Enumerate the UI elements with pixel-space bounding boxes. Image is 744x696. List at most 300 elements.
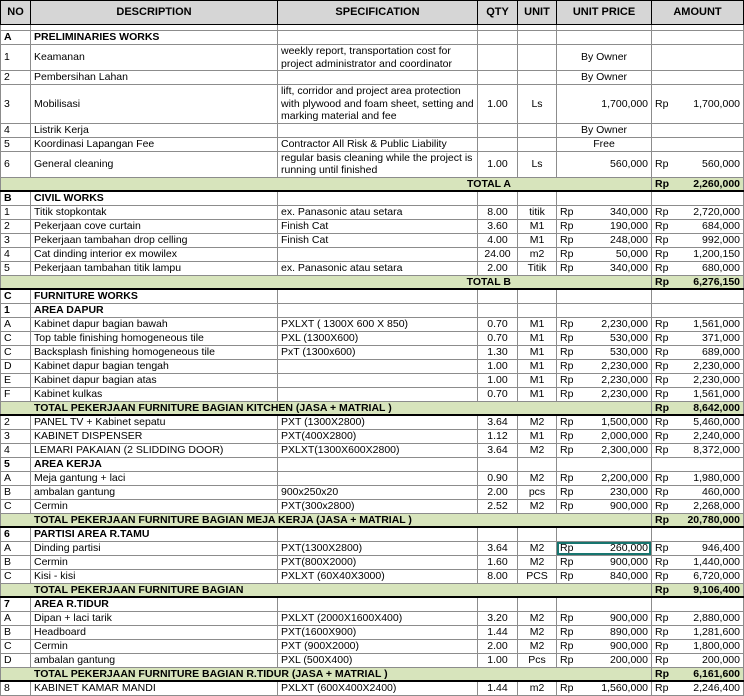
cell-description[interactable]: Pekerjaan tambahan drop celling — [31, 233, 278, 247]
cell-specification[interactable]: PXT(800X2000) — [278, 555, 478, 569]
cell-amount[interactable] — [652, 191, 744, 205]
cell-unit-price[interactable] — [557, 443, 652, 457]
cell-specification[interactable] — [278, 527, 478, 541]
cell-unit-price[interactable] — [557, 233, 652, 247]
cell-unit[interactable]: M2 — [518, 415, 557, 429]
cell-unit[interactable]: m2 — [518, 681, 557, 695]
cell-amount[interactable] — [652, 485, 744, 499]
cell-qty[interactable]: 3.64 — [478, 541, 518, 555]
cell-no[interactable]: 6 — [1, 151, 31, 177]
cell-amount[interactable] — [652, 457, 744, 471]
currency-label: Rp — [655, 555, 669, 568]
cell-description[interactable]: Listrik Kerja — [31, 123, 278, 137]
cell-unit[interactable]: M1 — [518, 387, 557, 401]
cell-no[interactable]: 4 — [1, 123, 31, 137]
cell-unit-price[interactable] — [557, 625, 652, 639]
cell-description[interactable]: Pekerjaan cove curtain — [31, 219, 278, 233]
cell-description[interactable]: Cat dinding interior ex mowilex — [31, 247, 278, 261]
cell-unit-price[interactable] — [557, 31, 652, 45]
cell-unit-price[interactable] — [557, 387, 652, 401]
cell-specification[interactable]: Finish Cat — [278, 219, 478, 233]
column-header-unit[interactable]: UNIT — [518, 1, 557, 25]
cell-unit-price[interactable] — [557, 527, 652, 541]
total-label[interactable]: TOTAL B — [1, 275, 652, 289]
total-label[interactable]: TOTAL A — [1, 177, 652, 191]
cell-no[interactable]: 5 — [1, 261, 31, 275]
cell-qty[interactable] — [478, 457, 518, 471]
cell-specification[interactable]: PXT(400X2800) — [278, 429, 478, 443]
cell-no[interactable]: 6 — [1, 527, 31, 541]
cell-specification[interactable]: PXLXT (600X400X2400) — [278, 681, 478, 695]
cell-specification[interactable]: PXT(1600X900) — [278, 625, 478, 639]
cell-unit[interactable]: Ls — [518, 85, 557, 124]
cell-amount[interactable] — [652, 233, 744, 247]
cell-description[interactable]: Cermin — [31, 639, 278, 653]
cell-qty[interactable]: 2.52 — [478, 499, 518, 513]
cell-unit-price[interactable] — [557, 247, 652, 261]
cell-no[interactable]: 1 — [1, 205, 31, 219]
cell-description[interactable]: Mobilisasi — [31, 85, 278, 124]
cell-unit-price[interactable] — [557, 569, 652, 583]
cell-amount[interactable] — [652, 289, 744, 303]
cell-specification[interactable]: PXT (1300X2800) — [278, 415, 478, 429]
column-header-amount[interactable]: AMOUNT — [652, 1, 744, 25]
cell-specification[interactable]: PXLXT ( 1300X 600 X 850) — [278, 317, 478, 331]
cell-specification[interactable]: 900x250x20 — [278, 485, 478, 499]
cell-unit[interactable]: PCS — [518, 569, 557, 583]
cell-qty[interactable]: 3.64 — [478, 443, 518, 457]
cell-amount[interactable] — [652, 331, 744, 345]
cell-description[interactable]: KABINET DISPENSER — [31, 429, 278, 443]
cell-unit-price[interactable] — [557, 205, 652, 219]
cell-amount[interactable] — [652, 205, 744, 219]
currency-label: Rp — [560, 471, 574, 484]
cell-specification[interactable] — [278, 191, 478, 205]
cell-amount[interactable] — [652, 85, 744, 124]
cell-unit-price[interactable]: By Owner — [557, 123, 652, 137]
cell-description[interactable]: PANEL TV + Kabinet sepatu — [31, 415, 278, 429]
cell-unit[interactable]: M1 — [518, 373, 557, 387]
cell-qty[interactable]: 1.44 — [478, 681, 518, 695]
cell-amount[interactable] — [652, 261, 744, 275]
cell-qty[interactable]: 3.20 — [478, 611, 518, 625]
cell-unit-price-selected[interactable] — [557, 541, 652, 555]
cell-specification[interactable]: PXT(300x2800) — [278, 499, 478, 513]
cell-qty[interactable]: 1.30 — [478, 345, 518, 359]
cell-qty[interactable]: 0.90 — [478, 471, 518, 485]
money-value: 230,000 — [610, 485, 648, 498]
cell-description[interactable]: Titik stopkontak — [31, 205, 278, 219]
cell-amount[interactable] — [652, 513, 744, 527]
cell-amount[interactable] — [652, 219, 744, 233]
cell-specification[interactable] — [278, 597, 478, 611]
cell-qty[interactable]: 4.00 — [478, 233, 518, 247]
cell-qty[interactable] — [478, 71, 518, 85]
cell-specification[interactable] — [278, 247, 478, 261]
cell-unit-price[interactable] — [557, 639, 652, 653]
cell-description[interactable]: Backsplash finishing homogeneous tile — [31, 345, 278, 359]
cell-unit[interactable]: M1 — [518, 233, 557, 247]
cell-no[interactable]: 3 — [1, 85, 31, 124]
cell-unit-price[interactable] — [557, 429, 652, 443]
total-label[interactable]: TOTAL PEKERJAAN FURNITURE BAGIAN MEJA KERJA (JASA + MATRIAL ) — [1, 513, 652, 527]
cell-no[interactable]: E — [1, 373, 31, 387]
cell-qty[interactable]: 1.00 — [478, 359, 518, 373]
cell-specification[interactable] — [278, 31, 478, 45]
money-value: 371,000 — [702, 331, 740, 344]
cell-unit[interactable] — [518, 137, 557, 151]
cell-description[interactable]: Koordinasi Lapangan Fee — [31, 137, 278, 151]
item-row — [1, 485, 744, 499]
cell-amount[interactable] — [652, 555, 744, 569]
cell-qty[interactable]: 0.70 — [478, 387, 518, 401]
cell-unit[interactable]: M1 — [518, 331, 557, 345]
cell-unit[interactable]: m2 — [518, 247, 557, 261]
cell-no[interactable]: C — [1, 639, 31, 653]
cell-no[interactable]: A — [1, 471, 31, 485]
cell-qty[interactable] — [478, 289, 518, 303]
cell-no[interactable]: 4 — [1, 443, 31, 457]
cell-amount[interactable] — [652, 471, 744, 485]
cell-amount[interactable] — [652, 345, 744, 359]
cell-description[interactable]: Dinding partisi — [31, 541, 278, 555]
cell-no[interactable]: 4 — [1, 247, 31, 261]
cell-qty[interactable]: 24.00 — [478, 247, 518, 261]
cell-no[interactable]: C — [1, 289, 31, 303]
cell-amount[interactable] — [652, 443, 744, 457]
column-header-no[interactable]: NO — [1, 1, 31, 25]
cell-unit[interactable]: M2 — [518, 499, 557, 513]
cell-description[interactable]: PRELIMINARIES WORKS — [31, 31, 278, 45]
cell-specification[interactable]: PXLXT (60X40X3000) — [278, 569, 478, 583]
currency-label: Rp — [560, 541, 574, 554]
cell-unit-price[interactable] — [557, 373, 652, 387]
cell-unit-price[interactable] — [557, 597, 652, 611]
cell-no[interactable]: C — [1, 569, 31, 583]
cell-unit[interactable]: M2 — [518, 639, 557, 653]
cell-unit[interactable]: M2 — [518, 555, 557, 569]
cell-description[interactable]: AREA DAPUR — [31, 303, 278, 317]
cell-specification[interactable]: ex. Panasonic atau setara — [278, 261, 478, 275]
cell-qty[interactable] — [478, 303, 518, 317]
cell-description[interactable]: KABINET KAMAR MANDI — [31, 681, 278, 695]
cell-unit-price[interactable] — [557, 317, 652, 331]
cell-no[interactable]: 3 — [1, 429, 31, 443]
cell-amount[interactable] — [652, 137, 744, 151]
cell-qty[interactable]: 2.00 — [478, 639, 518, 653]
cell-description[interactable]: Kabinet dapur bagian bawah — [31, 317, 278, 331]
cell-unit-price[interactable] — [557, 485, 652, 499]
cell-description[interactable]: Dipan + laci tarik — [31, 611, 278, 625]
cell-unit[interactable]: M2 — [518, 443, 557, 457]
cell-description[interactable]: Pekerjaan tambahan titik lampu — [31, 261, 278, 275]
cell-description[interactable]: ambalan gantung — [31, 485, 278, 499]
cell-specification[interactable]: PXT(1300X2800) — [278, 541, 478, 555]
cell-specification[interactable]: PxT (1300x600) — [278, 345, 478, 359]
column-header-qty[interactable]: QTY — [478, 1, 518, 25]
cell-no[interactable]: B — [1, 625, 31, 639]
currency-label: Rp — [560, 611, 574, 624]
cell-unit-price[interactable] — [557, 457, 652, 471]
cell-description[interactable]: AREA R.TIDUR — [31, 597, 278, 611]
cell-specification[interactable] — [278, 289, 478, 303]
cell-no[interactable]: 2 — [1, 71, 31, 85]
cell-no[interactable]: B — [1, 485, 31, 499]
currency-label: Rp — [655, 667, 669, 680]
cell-amount[interactable] — [652, 247, 744, 261]
cell-amount[interactable] — [652, 71, 744, 85]
cell-description[interactable]: Kabinet kulkas — [31, 387, 278, 401]
cell-unit-price[interactable] — [557, 303, 652, 317]
cell-no[interactable]: C — [1, 331, 31, 345]
cell-unit[interactable]: Pcs — [518, 653, 557, 667]
total-label[interactable]: TOTAL PEKERJAAN FURNITURE BAGIAN KITCHEN (JASA + MATRIAL ) — [1, 401, 652, 415]
cell-qty[interactable]: 2.00 — [478, 261, 518, 275]
cell-amount[interactable] — [652, 317, 744, 331]
cell-amount[interactable] — [652, 639, 744, 653]
cell-amount[interactable] — [652, 527, 744, 541]
cell-unit-price[interactable]: Free — [557, 137, 652, 151]
cell-unit[interactable] — [518, 45, 557, 71]
cell-amount[interactable] — [652, 569, 744, 583]
cell-no[interactable]: D — [1, 653, 31, 667]
cell-specification[interactable]: regular basis cleaning while the project is running until finished — [278, 151, 478, 177]
cell-amount[interactable] — [652, 151, 744, 177]
cell-description[interactable]: Cermin — [31, 499, 278, 513]
cell-qty[interactable]: 3.60 — [478, 219, 518, 233]
cell-description[interactable]: CIVIL WORKS — [31, 191, 278, 205]
cell-amount[interactable] — [652, 415, 744, 429]
cell-description[interactable]: General cleaning — [31, 151, 278, 177]
cell-amount[interactable] — [652, 499, 744, 513]
cell-specification[interactable]: PXLXT(1300X600X2800) — [278, 443, 478, 457]
currency-label: Rp — [655, 583, 669, 596]
money-value: 900,000 — [610, 555, 648, 568]
cell-qty[interactable]: 1.00 — [478, 653, 518, 667]
cell-unit-price[interactable] — [557, 331, 652, 345]
cell-specification[interactable]: Contractor All Risk & Public Liability — [278, 137, 478, 151]
cell-specification[interactable] — [278, 457, 478, 471]
cell-no[interactable]: 1 — [1, 303, 31, 317]
cell-unit-price[interactable] — [557, 611, 652, 625]
cell-no[interactable]: F — [1, 387, 31, 401]
cell-amount[interactable] — [652, 303, 744, 317]
total-label[interactable]: TOTAL PEKERJAAN FURNITURE BAGIAN R.TIDUR (JASA + MATRIAL ) — [1, 667, 652, 681]
cell-unit[interactable] — [518, 191, 557, 205]
cell-unit-price[interactable]: By Owner — [557, 71, 652, 85]
cell-qty[interactable]: 1.00 — [478, 85, 518, 124]
cell-unit-price[interactable] — [557, 345, 652, 359]
cell-amount[interactable] — [652, 177, 744, 191]
cell-no[interactable]: D — [1, 359, 31, 373]
cell-no[interactable]: 2 — [1, 219, 31, 233]
cell-no[interactable]: A — [1, 317, 31, 331]
cell-no[interactable]: B — [1, 191, 31, 205]
cell-unit[interactable]: M1 — [518, 317, 557, 331]
cell-unit[interactable]: M1 — [518, 219, 557, 233]
cell-unit[interactable] — [518, 527, 557, 541]
money-value: 1,800,000 — [693, 639, 740, 652]
cell-unit[interactable] — [518, 303, 557, 317]
cell-amount[interactable] — [652, 625, 744, 639]
cell-unit-price[interactable] — [557, 191, 652, 205]
cell-amount[interactable] — [652, 45, 744, 71]
cell-description[interactable]: Meja gantung + laci — [31, 471, 278, 485]
cell-qty[interactable]: 8.00 — [478, 569, 518, 583]
total-row — [1, 583, 744, 597]
cell-unit-price[interactable] — [557, 653, 652, 667]
cell-unit-price[interactable] — [557, 415, 652, 429]
cell-unit[interactable] — [518, 123, 557, 137]
cell-no[interactable]: A — [1, 31, 31, 45]
cell-unit[interactable]: M1 — [518, 429, 557, 443]
cell-unit-price[interactable] — [557, 681, 652, 695]
item-row — [1, 653, 744, 667]
cell-specification[interactable] — [278, 303, 478, 317]
cell-description[interactable]: Headboard — [31, 625, 278, 639]
cell-qty[interactable]: 1.60 — [478, 555, 518, 569]
cell-no[interactable]: A — [1, 611, 31, 625]
cell-unit[interactable]: Ls — [518, 151, 557, 177]
cell-amount[interactable] — [652, 373, 744, 387]
cell-amount[interactable] — [652, 275, 744, 289]
cell-unit-price[interactable] — [557, 151, 652, 177]
cell-qty[interactable] — [478, 45, 518, 71]
cell-unit[interactable] — [518, 289, 557, 303]
cell-specification[interactable]: ex. Panasonic atau setara — [278, 205, 478, 219]
cell-specification[interactable] — [278, 471, 478, 485]
cell-specification[interactable]: PXLXT (2000X1600X400) — [278, 611, 478, 625]
cell-qty[interactable]: 1.12 — [478, 429, 518, 443]
cell-unit-price[interactable] — [557, 289, 652, 303]
cell-qty[interactable]: 1.44 — [478, 625, 518, 639]
cell-qty[interactable]: 0.70 — [478, 317, 518, 331]
cell-unit[interactable]: M2 — [518, 471, 557, 485]
cell-no[interactable]: 2 — [1, 415, 31, 429]
cell-unit-price[interactable] — [557, 499, 652, 513]
cell-unit[interactable]: M1 — [518, 359, 557, 373]
cell-no[interactable]: 5 — [1, 457, 31, 471]
cell-amount[interactable] — [652, 667, 744, 681]
cell-unit[interactable]: Titik — [518, 261, 557, 275]
cell-amount[interactable] — [652, 387, 744, 401]
cell-specification[interactable] — [278, 123, 478, 137]
cell-no[interactable]: 7 — [1, 597, 31, 611]
cell-qty[interactable]: 0.70 — [478, 331, 518, 345]
cell-description[interactable]: PARTISI AREA R.TAMU — [31, 527, 278, 541]
cell-specification[interactable]: PXL (500X400) — [278, 653, 478, 667]
cell-no[interactable]: 8 — [1, 681, 31, 695]
cell-unit[interactable]: pcs — [518, 485, 557, 499]
cell-unit-price[interactable] — [557, 555, 652, 569]
cell-description[interactable]: FURNITURE WORKS — [31, 289, 278, 303]
cell-unit-price[interactable] — [557, 471, 652, 485]
cell-description[interactable]: Top table finishing homogeneous tile — [31, 331, 278, 345]
cell-unit[interactable]: M2 — [518, 611, 557, 625]
cell-unit-price[interactable] — [557, 261, 652, 275]
cell-no[interactable]: C — [1, 499, 31, 513]
cell-qty[interactable]: 3.64 — [478, 415, 518, 429]
cell-amount[interactable] — [652, 401, 744, 415]
cell-unit[interactable]: M2 — [518, 625, 557, 639]
cell-description[interactable]: AREA KERJA — [31, 457, 278, 471]
currency-label: Rp — [655, 97, 669, 110]
cell-description[interactable]: ambalan gantung — [31, 653, 278, 667]
cell-unit-price[interactable] — [557, 219, 652, 233]
total-label[interactable]: TOTAL PEKERJAAN FURNITURE BAGIAN — [1, 583, 652, 597]
cell-description[interactable]: Keamanan — [31, 45, 278, 71]
cell-specification[interactable]: Finish Cat — [278, 233, 478, 247]
cell-qty[interactable] — [478, 137, 518, 151]
cell-no[interactable]: C — [1, 345, 31, 359]
cell-unit[interactable] — [518, 71, 557, 85]
cell-description[interactable]: LEMARI PAKAIAN (2 SLIDDING DOOR) — [31, 443, 278, 457]
cell-qty[interactable] — [478, 597, 518, 611]
cell-specification[interactable] — [278, 71, 478, 85]
cell-amount[interactable] — [652, 653, 744, 667]
cell-unit-price[interactable] — [557, 85, 652, 124]
cell-unit[interactable]: titik — [518, 205, 557, 219]
cell-qty[interactable]: 1.00 — [478, 151, 518, 177]
cell-amount[interactable] — [652, 681, 744, 695]
cell-unit[interactable]: M1 — [518, 345, 557, 359]
cell-no[interactable]: 5 — [1, 137, 31, 151]
cell-unit[interactable]: M2 — [518, 541, 557, 555]
cell-amount[interactable] — [652, 359, 744, 373]
cell-amount[interactable] — [652, 429, 744, 443]
cell-no[interactable]: B — [1, 555, 31, 569]
cell-qty[interactable] — [478, 527, 518, 541]
cell-specification[interactable]: weekly report, transportation cost for project administrator and coordinator — [278, 45, 478, 71]
cell-qty[interactable] — [478, 123, 518, 137]
cell-unit[interactable] — [518, 31, 557, 45]
cell-qty[interactable]: 8.00 — [478, 205, 518, 219]
cell-unit-price[interactable] — [557, 359, 652, 373]
cell-specification[interactable]: lift, corridor and project area protection with plywood and foam sheet, setting and marking material and fee — [278, 85, 478, 124]
cell-qty[interactable]: 1.00 — [478, 373, 518, 387]
cell-description[interactable]: Kabinet dapur bagian atas — [31, 373, 278, 387]
cell-description[interactable]: Cermin — [31, 555, 278, 569]
cell-amount[interactable] — [652, 611, 744, 625]
cell-amount[interactable] — [652, 597, 744, 611]
cell-amount[interactable] — [652, 123, 744, 137]
cell-specification[interactable]: PXL (1300X600) — [278, 331, 478, 345]
cell-amount[interactable] — [652, 541, 744, 555]
cell-unit[interactable] — [518, 457, 557, 471]
currency-label: Rp — [560, 219, 574, 232]
cell-qty[interactable]: 2.00 — [478, 485, 518, 499]
cell-specification[interactable]: PXT (900X2000) — [278, 639, 478, 653]
cell-unit[interactable] — [518, 597, 557, 611]
cell-amount[interactable] — [652, 583, 744, 597]
column-header-specification[interactable]: SPECIFICATION — [278, 1, 478, 25]
cell-no[interactable]: 3 — [1, 233, 31, 247]
cell-no[interactable]: A — [1, 541, 31, 555]
cell-specification[interactable] — [278, 387, 478, 401]
cell-qty[interactable] — [478, 31, 518, 45]
cell-description[interactable]: Kabinet dapur bagian tengah — [31, 359, 278, 373]
cell-amount[interactable] — [652, 31, 744, 45]
column-header-unit-price[interactable]: UNIT PRICE — [557, 1, 652, 25]
cell-specification[interactable] — [278, 373, 478, 387]
cell-qty[interactable] — [478, 191, 518, 205]
cell-no[interactable]: 1 — [1, 45, 31, 71]
cell-unit-price[interactable]: By Owner — [557, 45, 652, 71]
cell-specification[interactable] — [278, 359, 478, 373]
column-header-description[interactable]: DESCRIPTION — [31, 1, 278, 25]
cell-description[interactable]: Pembersihan Lahan — [31, 71, 278, 85]
cell-description[interactable]: Kisi - kisi — [31, 569, 278, 583]
